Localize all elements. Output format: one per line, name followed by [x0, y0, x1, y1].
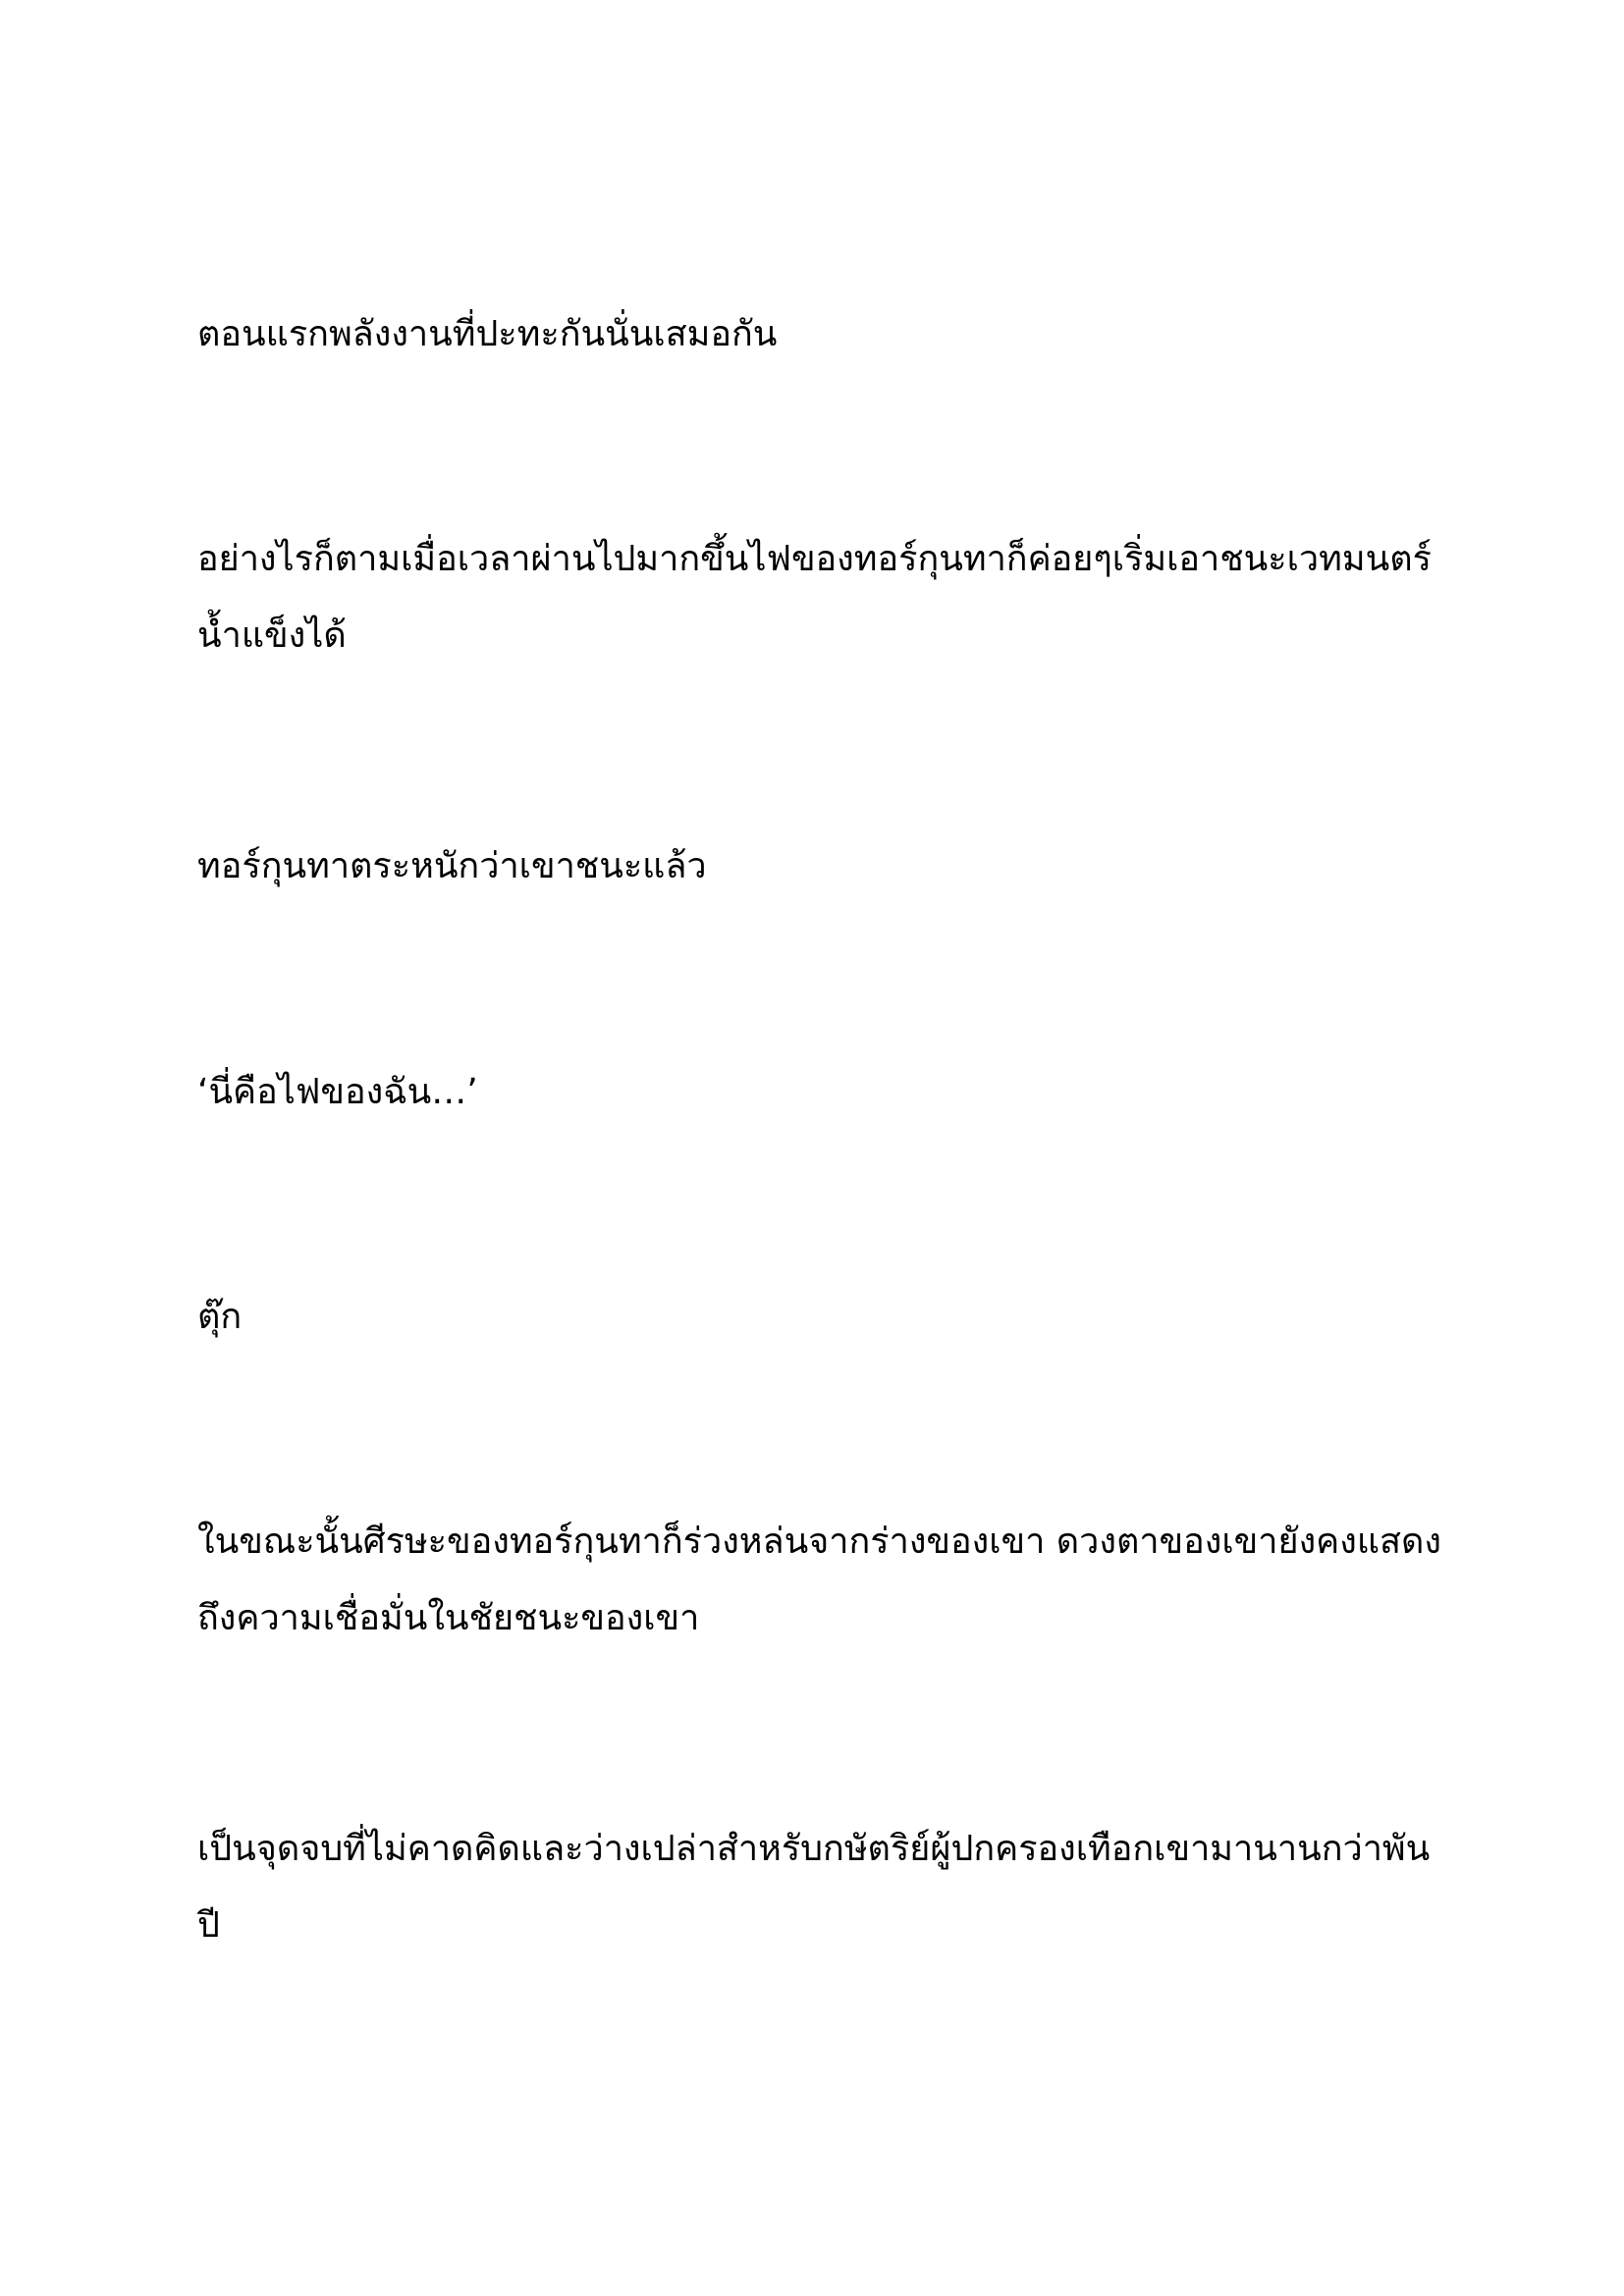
- paragraph-line: ทอร์กุนทาตระหนักว่าเขาชนะแล้ว: [197, 846, 707, 886]
- paragraph-1: [197, 296, 1435, 373]
- paragraph-line: ‘นี่คือไฟของฉัน…’: [197, 1072, 478, 1112]
- paragraph-2: [197, 521, 1435, 674]
- paragraph-4: [197, 1054, 1435, 1131]
- paragraph-line: ตุ๊ก: [197, 1297, 243, 1337]
- paragraph-line: ในขณะนั้นศีรษะของทอร์กุนทาก็ร่วงหล่นจากร่างของเขา ดวงตาของเขายังคงแสดง: [197, 1522, 1441, 1562]
- paragraph-5: [197, 1279, 1435, 1356]
- paragraph-line: เป็นจุดจบที่ไม่คาดคิดและว่างเปล่าสำหรับกษัตริย์ผู้ปกครองเทือกเขามานานกว่าพัน: [197, 1829, 1431, 1869]
- paragraph-line: ปี: [197, 1905, 220, 1946]
- paragraph-3: [197, 828, 1435, 905]
- paragraph-line: น้ำแข็งได้: [197, 615, 347, 656]
- paragraph-line: อย่างไรก็ตามเมื่อเวลาผ่านไปมากขึ้นไฟของทอร์กุนทาก็ค่อยๆเริ่มเอาชนะเวทมนตร์: [197, 539, 1432, 579]
- paragraph-6: [197, 1504, 1441, 1657]
- paragraph-line: ถึงความเชื่อมั่นในชัยชนะของเขา: [197, 1598, 700, 1638]
- paragraph-7: [197, 1811, 1435, 1964]
- paragraph-line: ตอนแรกพลังงานที่ปะทะกันนั่นเสมอกัน: [197, 314, 778, 354]
